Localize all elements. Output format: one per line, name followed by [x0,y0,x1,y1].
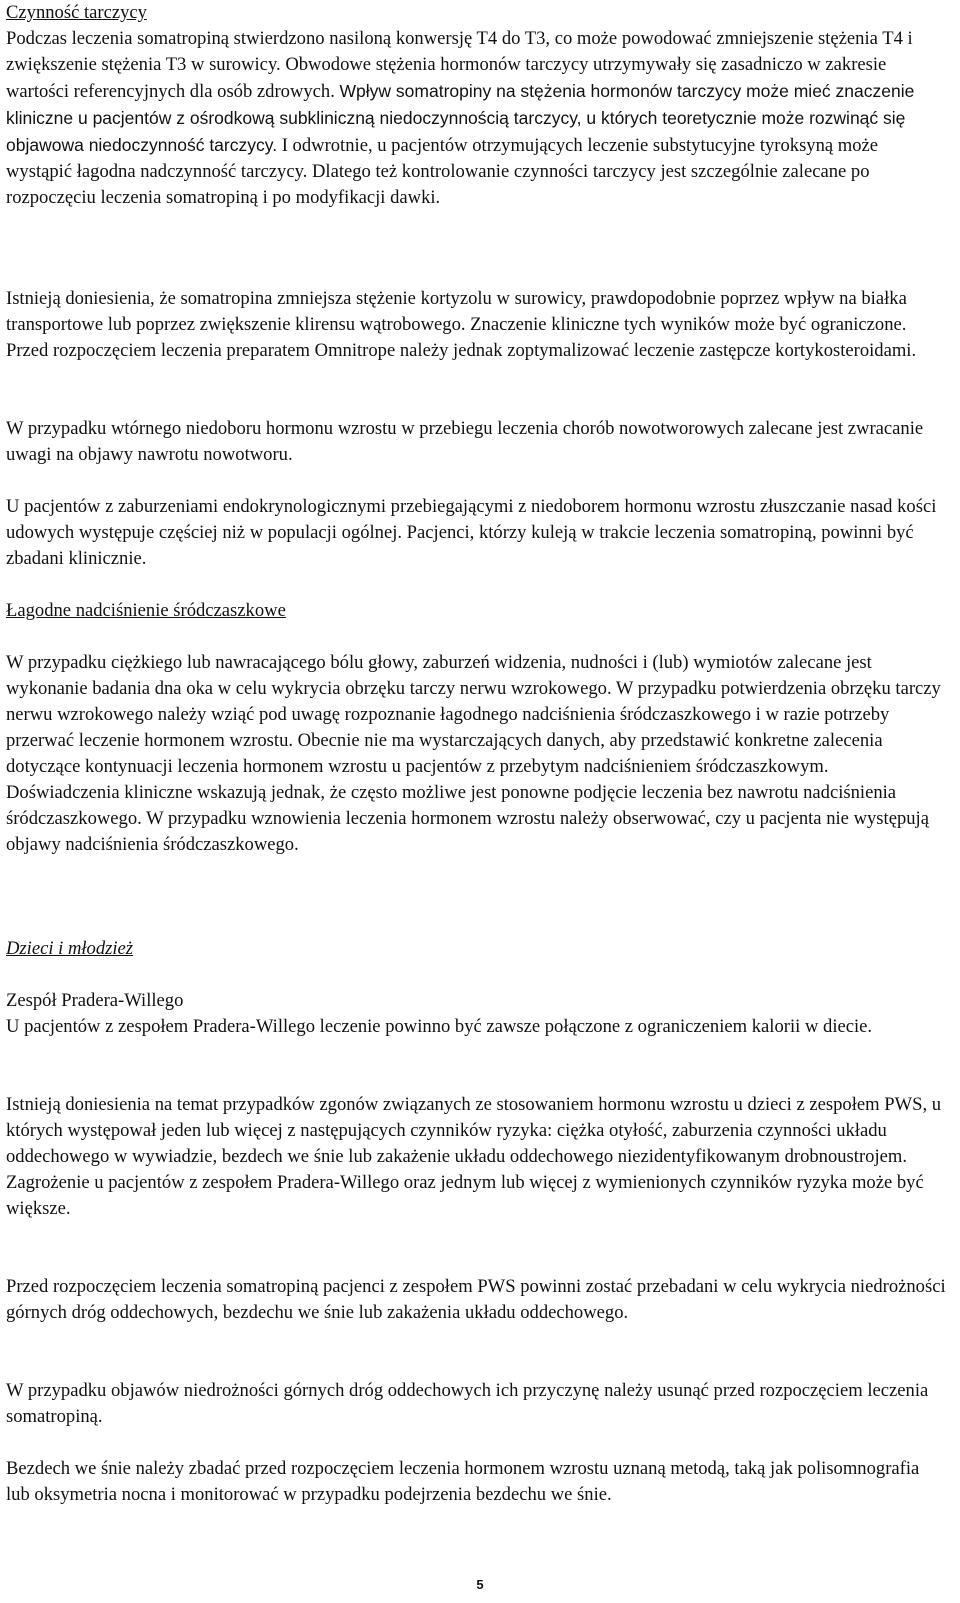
paragraph-thyroid-1 [6,26,946,211]
paragraph-thyroid-2: Istnieją doniesienia, że somatropina zmniejsza stężenie kortyzolu w surowicy, prawdopodobnie poprzez wpływ na białka transportowe lub poprzez zwiększenie klirensu wątrobowego. Znaczenie kliniczne tych wyników może być ograniczone. Przed rozpoczęciem leczenia preparatem Omnitrope należy jednak zoptymalizować leczenie zastępcze kortykosteroidami. [6,288,917,361]
paragraph-thyroid-1b: Wpływ somatropiny na stężenia hormonów tarczycy może mieć znaczenie kliniczne u pacjentów z ośrodkową subkliniczną niedoczynnością tarczycy, u których teoretycznie może rozwinąć się objawowa niedoczynność tarczycy. [6,81,915,155]
paragraph-thyroid-1c: I odwrotnie, u pacjentów otrzymujących leczenie substytucyjne tyroksyną może wystąpić łagodna nadczynność tarczycy. Dlatego też kontrolowanie czynności tarczycy jest szczególnie zalecane po rozpoczęciu leczenia somatropiną i po modyfikacji dawki. [6,135,879,208]
paragraph-thyroid-4: U pacjentów z zaburzeniami endokrynologicznymi przebiegającymi z niedoborem hormonu wzrostu złuszczanie nasad kości udowych występuje częściej niż w populacji ogólnej. Pacjenci, którzy kuleją w trakcie leczenia somatropiną, powinni być zbadani klinicznie. [6,496,937,569]
paragraph-hypertension-1: W przypadku ciężkiego lub nawracającego bólu głowy, zaburzeń widzenia, nudności i (lub) wymiotów zalecane jest wykonanie badania dna oka w celu wykrycia obrzęku tarczy nerwu wzrokowego. W przypadku potwierdzenia obrzęku tarczy nerwu wzrokowego należy wziąć pod uwagę rozpoznanie łagodnego nadciśnienia śródczaszkowego i w razie potrzeby przerwać leczenie hormonem wzrostu. Obecnie nie ma wystarczających danych, aby przedstawić konkretne zalecenia dotyczące kontynuacji leczenia hormonem wzrostu u pacjentów z przebytym nadciśnieniem śródczaszkowym. Doświadczenia kliniczne wskazują jednak, że często możliwe jest ponowne podjęcie leczenia bez nawrotu nadciśnienia śródczaszkowego. W przypadku wznowienia leczenia hormonem wzrostu należy obserwować, czy u pacjenta nie występują objawy nadciśnienia śródczaszkowego. [6,652,941,855]
paragraph-thyroid-1a: Podczas leczenia somatropiną stwierdzono nasiloną konwersję T4 do T3, co może powodować zmniejszenie stężenia T4 i zwiększenie stężenia T3 w surowicy. Obwodowe stężenia hormonów tarczycy utrzymywały się zasadniczo w zakresie wartości referencyjnych dla osób zdrowych. [6,28,913,102]
paragraph-thyroid-3: W przypadku wtórnego niedoboru hormonu wzrostu w przebiegu leczenia chorób nowotworowych zalecane jest zwracanie uwagi na objawy nawrotu nowotworu. [6,418,924,465]
heading-intracranial-hypertension: Łagodne nadciśnienie śródczaszkowe [6,600,286,621]
page-number: 5 [476,1577,484,1592]
subheading-pws: Zespół Pradera-Willego [6,990,184,1011]
paragraph-children-4: W przypadku objawów niedrożności górnych dróg oddechowych ich przyczynę należy usunąć przed rozpoczęciem leczenia somatropiną. [6,1380,929,1427]
paragraph-children-5: Bezdech we śnie należy zbadać przed rozpoczęciem leczenia hormonem wzrostu uznaną metodą, taką jak polisomnografia lub oksymetria nocna i monitorować w przypadku podejrzenia bezdechu we śnie. [6,1458,920,1505]
heading-children: Dzieci i młodzież [6,938,134,959]
paragraph-children-1: U pacjentów z zespołem Pradera-Willego leczenie powinno być zawsze połączone z ograniczeniem kalorii w diecie. [6,1016,873,1037]
paragraph-children-2: Istnieją doniesienia na temat przypadków zgonów związanych ze stosowaniem hormonu wzrostu u dzieci z zespołem PWS, u których występował jeden lub więcej z następujących czynników ryzyka: ciężka otyłość, zaburzenia czynności układu oddechowego w wywiadzie, bezdech we śnie lub zakażenie układu oddechowego niezidentyfikowanym drobnoustrojem. Zagrożenie u pacjentów z zespołem Pradera-Willego oraz jednym lub więcej z wymienionych czynników ryzyka może być większe. [6,1094,942,1219]
paragraph-children-3: Przed rozpoczęciem leczenia somatropiną pacjenci z zespołem PWS powinni zostać przebadani w celu wykrycia niedrożności górnych dróg oddechowych, bezdechu we śnie lub zakażenia układu oddechowego. [6,1276,946,1323]
heading-thyroid: Czynność tarczycy [6,2,147,23]
